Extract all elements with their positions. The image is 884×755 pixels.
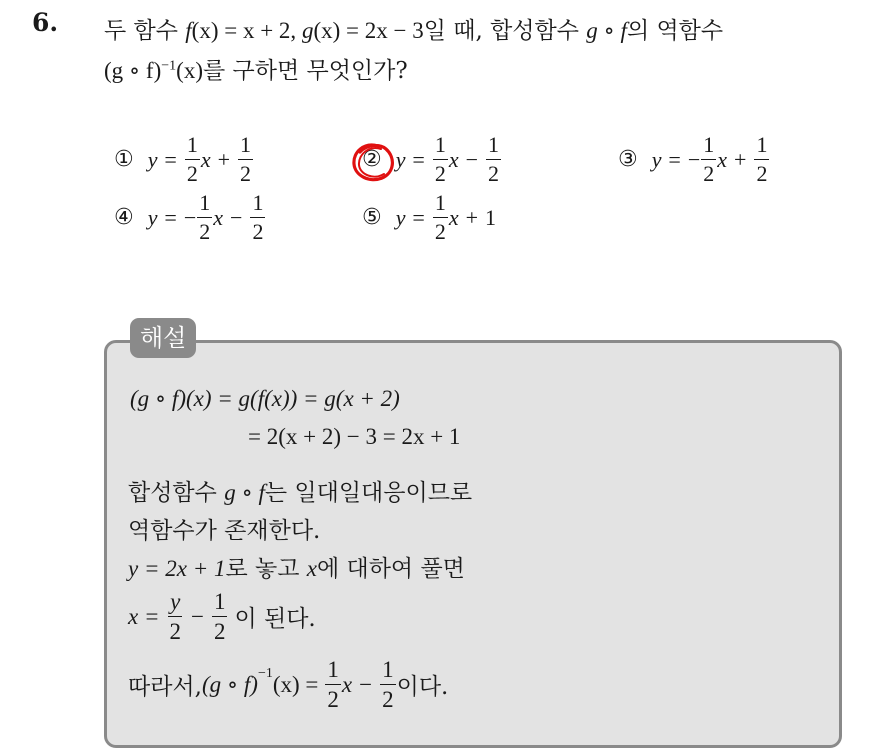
fraction: $\frac{1}{2}$ <box>252 190 264 244</box>
question-text-line1: 두 함수 f(x) = x + 2, g(x) = 2x − 3일 때, 합성함수 g ∘ f의 역함수 <box>104 18 724 44</box>
fraction: $\frac{1}{2}$ <box>240 132 252 186</box>
explanation-eq1: (g ∘ f)(x) = g(f(x)) = g(x + 2) <box>130 386 400 411</box>
explanation-tag: 해설 <box>130 318 196 358</box>
answer-mark-circle-icon <box>348 140 402 186</box>
explanation-line5: y = 2x + 1로 놓고 x에 대하여 풀면 <box>128 556 465 582</box>
explanation-line4: 역함수가 존재한다. <box>128 518 321 544</box>
choice-1[interactable]: ① y = $\frac{1}{2}$ x + $\frac{1}{2}$ <box>114 132 252 186</box>
explanation-line7: 따라서, (g ∘ f) $^{-1}$ (x) = $\frac{1}{2}$ x − $\frac{1}{2}$ 이다. <box>128 657 449 712</box>
choice-3[interactable]: ③ y = − $\frac{1}{2}$ x + $\frac{1}{2}$ <box>618 132 768 186</box>
question-text-line2: (g ∘ f)$^{-1}$(x)를 구하면 무엇인가? <box>104 58 408 84</box>
choice-5[interactable]: ⑤ y = $\frac{1}{2}$ x + 1 <box>362 190 497 244</box>
choice-2[interactable]: ② y = $\frac{1}{2}$ x − $\frac{1}{2}$ <box>362 132 500 186</box>
fraction: $\frac{1}{2}$ <box>327 657 339 712</box>
choice-number: ③ <box>618 147 638 172</box>
fraction: $\frac{1}{2}$ <box>199 190 211 244</box>
choice-number: ④ <box>114 205 134 230</box>
explanation-line6: x = $\frac{y}{2}$ − $\frac{1}{2}$ 이 된다. <box>128 589 316 644</box>
choice-number: ⑤ <box>362 205 382 230</box>
fraction: $\frac{1}{2}$ <box>434 190 446 244</box>
choice-number: ② <box>362 147 382 172</box>
fraction: $\frac{1}{2}$ <box>756 132 768 186</box>
choice-number: ① <box>114 147 134 172</box>
choice-4[interactable]: ④ y = − $\frac{1}{2}$ x − $\frac{1}{2}$ <box>114 190 264 244</box>
fraction: $\frac{1}{2}$ <box>213 589 226 644</box>
explanation-line3: 합성함수 g ∘ f는 일대일대응이므로 <box>128 480 473 506</box>
fraction: $\frac{1}{2}$ <box>186 132 198 186</box>
question-number: 6. <box>32 8 59 37</box>
fraction: $\frac{1}{2}$ <box>488 132 500 186</box>
fraction: $\frac{1}{2}$ <box>703 132 715 186</box>
fraction: $\frac{1}{2}$ <box>382 657 394 712</box>
explanation-eq2: = 2(x + 2) − 3 = 2x + 1 <box>248 424 461 449</box>
fraction: $\frac{y}{2}$ <box>169 589 181 644</box>
fraction: $\frac{1}{2}$ <box>434 132 446 186</box>
